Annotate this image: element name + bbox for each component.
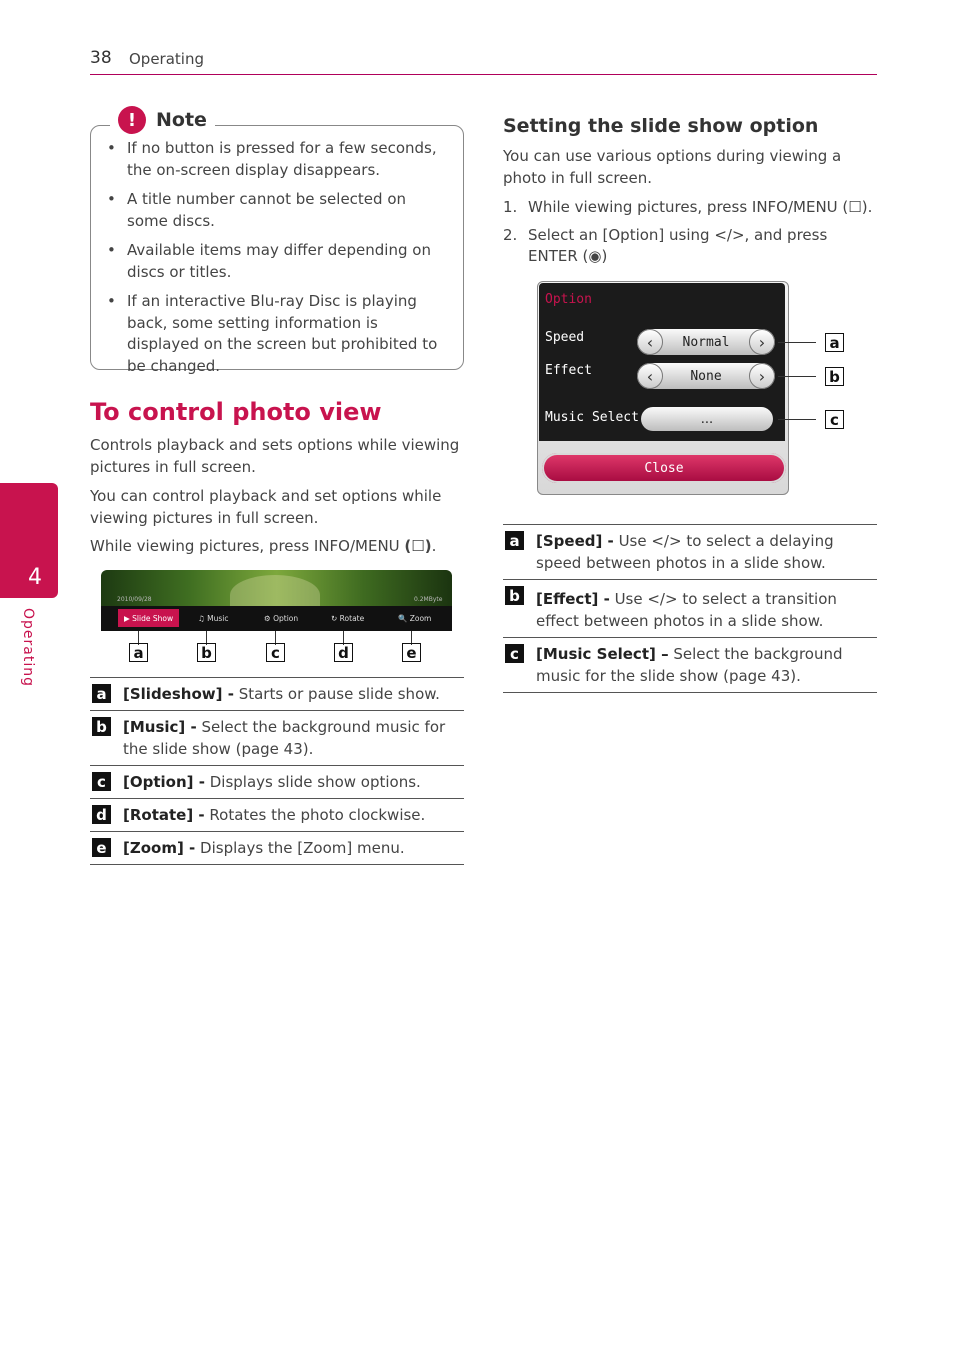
callout-badge: c bbox=[825, 410, 844, 429]
chapter-number: 4 bbox=[28, 565, 42, 590]
step-item: 1. While viewing pictures, press INFO/MENU (☐). bbox=[503, 198, 873, 216]
chapter-label: Operating bbox=[20, 608, 36, 687]
option-button[interactable]: ⚙ Option bbox=[264, 613, 299, 623]
note-header bbox=[110, 104, 215, 136]
slideshow-button[interactable]: ▶ Slide Show bbox=[118, 609, 179, 627]
paragraph: Controls playback and sets options while viewing pictures in full screen. bbox=[90, 436, 460, 476]
note-item: • Available items may differ depending on discs or titles. bbox=[105, 240, 450, 283]
callout-badge: d bbox=[334, 643, 353, 662]
table-row: a [Speed] - Use </> to select a delaying speed between photos in a slide show. bbox=[503, 525, 877, 580]
callout-line bbox=[778, 419, 816, 420]
speed-selector[interactable] bbox=[637, 329, 775, 355]
note-item: • If an interactive Blu-ray Disc is playing back, some setting information is displayed on the screen but prohibited to be changed. bbox=[105, 291, 450, 377]
zoom-button[interactable]: 🔍 Zoom bbox=[398, 613, 432, 623]
photo-date: 2010/09/28 bbox=[117, 596, 152, 603]
callout-badge: b bbox=[197, 643, 216, 662]
table-row: e [Zoom] - Displays the [Zoom] menu. bbox=[90, 832, 464, 865]
paragraph: You can control playback and set options while viewing pictures in full screen. bbox=[90, 487, 442, 527]
section-title: Operating bbox=[129, 50, 204, 68]
photo-controls-table bbox=[90, 677, 464, 865]
callout-badge: b bbox=[825, 367, 844, 386]
page-number: 38 bbox=[90, 48, 112, 68]
note-item: • A title number cannot be selected on some discs. bbox=[105, 189, 450, 232]
table-row: d [Rotate] - Rotates the photo clockwise. bbox=[90, 799, 464, 832]
callout-badge: a bbox=[825, 333, 844, 352]
chevron-right-icon[interactable]: › bbox=[749, 329, 775, 355]
music-button[interactable]: ♫ Music bbox=[198, 613, 229, 623]
paragraph: You can use various options during viewing a photo in full screen. bbox=[503, 147, 842, 187]
step-item: 2. Select an [Option] using </>, and press ENTER (◉) bbox=[503, 225, 828, 265]
music-select-button[interactable]: ... bbox=[641, 407, 773, 431]
note-item: • If no button is pressed for a few seconds, the on-screen display disappears. bbox=[105, 138, 450, 181]
chevron-right-icon[interactable]: › bbox=[749, 363, 775, 389]
section-heading: To control photo view bbox=[90, 398, 382, 426]
callout-badge: e bbox=[402, 643, 421, 662]
table-row: b [Music] - Select the background music for the slide show (page 43). bbox=[90, 711, 464, 766]
table-row: a [Slideshow] - Starts or pause slide show. bbox=[90, 678, 464, 711]
callout-badge: a bbox=[129, 643, 148, 662]
speed-label: Speed bbox=[545, 330, 585, 345]
exclamation-icon: ! bbox=[118, 106, 146, 134]
paragraph: While viewing pictures, press INFO/MENU (☐). bbox=[90, 537, 437, 555]
callout-line bbox=[778, 376, 816, 377]
effect-value: None bbox=[690, 368, 722, 384]
photo-size: 0.2MByte bbox=[414, 596, 443, 603]
dialog-title: Option bbox=[545, 292, 592, 307]
note-title: Note bbox=[156, 109, 207, 131]
table-row: c [Option] - Displays slide show options. bbox=[90, 766, 464, 799]
table-row: c [Music Select] – Select the background music for the slide show (page 43). bbox=[503, 638, 877, 693]
slide-options-table bbox=[503, 524, 877, 693]
rotate-button[interactable]: ↻ Rotate bbox=[331, 613, 365, 623]
chevron-left-icon[interactable]: ‹ bbox=[637, 329, 663, 355]
steps-list bbox=[503, 197, 875, 274]
music-select-label: Music Select bbox=[545, 410, 639, 425]
note-list bbox=[105, 138, 450, 385]
callout-line bbox=[778, 342, 816, 343]
close-button[interactable]: Close bbox=[542, 453, 786, 483]
callout-badge: c bbox=[266, 643, 285, 662]
menu-icon: (☐) bbox=[404, 537, 432, 555]
effect-label: Effect bbox=[545, 363, 592, 378]
subsection-heading: Setting the slide show option bbox=[503, 115, 819, 137]
table-row: b [Effect] - Use </> to select a transition effect between photos in a slide show. bbox=[503, 580, 877, 638]
effect-selector[interactable] bbox=[637, 363, 775, 389]
header-rule bbox=[90, 74, 877, 75]
speed-value: Normal bbox=[682, 334, 730, 350]
chevron-left-icon[interactable]: ‹ bbox=[637, 363, 663, 389]
